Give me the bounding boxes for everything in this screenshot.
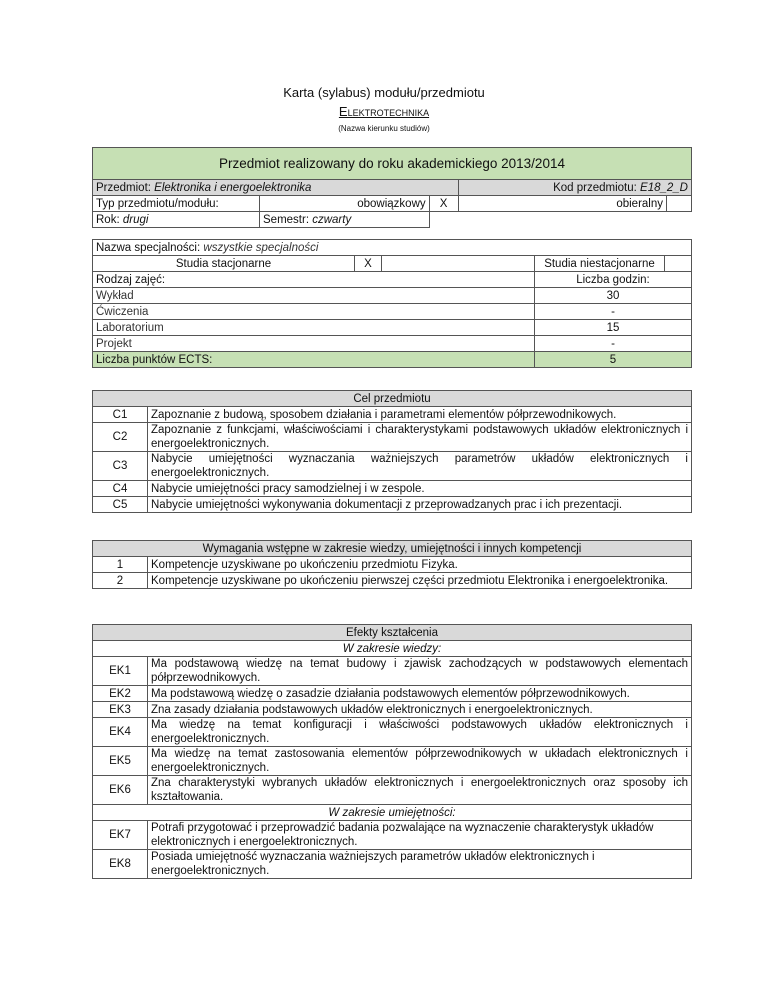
requirement-id: 1: [93, 557, 148, 573]
class-name: Projekt: [93, 336, 535, 352]
knowledge-title: W zakresie wiedzy:: [93, 641, 692, 657]
goal-text: Nabycie umiejętności pracy samodzielnej i w zespole.: [148, 481, 692, 497]
mandatory-mark: X: [429, 196, 458, 212]
outcome-text: Zna zasady działania podstawowych układów elektronicznych i energoelektronicznych.: [148, 702, 692, 718]
outcome-text: Ma wiedzę na temat zastosowania elementów półprzewodnikowych w układach elektronicznych i energoelektronicznych.: [148, 747, 692, 776]
outcome-id: EK4: [93, 718, 148, 747]
class-hours: -: [535, 304, 692, 320]
outcome-text: Ma wiedzę na temat konfiguracji i właściwości podstawowych układów elektronicznych i energoelektronicznych.: [148, 718, 692, 747]
class-hours: 15: [535, 320, 692, 336]
outcomes-table: [92, 624, 692, 879]
outcome-id: EK1: [93, 657, 148, 686]
goals-table: [92, 390, 692, 513]
mandatory-label: obowiązkowy: [260, 196, 430, 212]
goal-id: C4: [93, 481, 148, 497]
stationary-label: Studia stacjonarne: [93, 256, 355, 272]
type-label: Typ przedmiotu/modułu:: [93, 196, 260, 212]
outcomes-title: Efekty kształcenia: [93, 625, 692, 641]
code-row: Kod przedmiotu: E18_2_D: [458, 180, 691, 196]
goal-id: C1: [93, 407, 148, 423]
code-value: E18_2_D: [640, 181, 688, 194]
subject-value: Elektronika i energoelektronika: [154, 181, 312, 194]
elective-label: obieralny: [458, 196, 666, 212]
class-name: Wykład: [93, 288, 535, 304]
class-hours: -: [535, 336, 692, 352]
class-name: Ćwiczenia: [93, 304, 535, 320]
subject-row: Przedmiot: Elektronika i energoelektronika: [93, 180, 459, 196]
specialty-table: [92, 239, 692, 368]
outcome-text: Zna charakterystyki wybranych układów elektronicznych i energoelektronicznych oraz sposoby ich kształtowania.: [148, 776, 692, 805]
goal-id: C3: [93, 452, 148, 481]
requirement-id: 2: [93, 573, 148, 589]
goal-text: Nabycie umiejętności wyznaczania ważniejszych parametrów układów elektronicznych i energoelektronicznych.: [148, 452, 692, 481]
outcome-id: EK3: [93, 702, 148, 718]
requirements-title: Wymagania wstępne w zakresie wiedzy, umiejętności i innych kompetencji: [93, 541, 692, 557]
non-stationary-mark: [665, 256, 692, 272]
info-table: [92, 147, 692, 228]
field-note: (Nazwa kierunku studiów): [338, 124, 430, 133]
document-title: Karta (sylabus) modułu/przedmiotu: [283, 85, 485, 100]
academic-year: Przedmiot realizowany do roku akademickiego 2013/2014: [93, 148, 692, 180]
skills-title: W zakresie umiejętności:: [93, 805, 692, 821]
outcome-id: EK7: [93, 821, 148, 850]
requirement-text: Kompetencje uzyskiwane po ukończeniu pierwszej części przedmiotu Elektronika i energoelektronika.: [148, 573, 692, 589]
goal-id: C5: [93, 497, 148, 513]
specialty-row: Nazwa specjalności: wszystkie specjalności: [93, 240, 692, 256]
ects-value: 5: [535, 352, 692, 368]
outcome-id: EK8: [93, 850, 148, 879]
outcome-text: Ma podstawową wiedzę na temat budowy i zjawisk zachodzących w podstawowych elementach półprzewodnikowych.: [148, 657, 692, 686]
goal-text: Nabycie umiejętności wykonywania dokumentacji z przeprowadzanych prac i ich prezentacji.: [148, 497, 692, 513]
classes-label: Rodzaj zajęć:: [93, 272, 535, 288]
stationary-mark: X: [355, 256, 382, 272]
class-name: Laboratorium: [93, 320, 535, 336]
elective-mark: [667, 196, 692, 212]
goal-id: C2: [93, 423, 148, 452]
outcome-id: EK6: [93, 776, 148, 805]
goal-text: Zapoznanie z funkcjami, właściwościami i charakterystykami podstawowych układów elektronicznych i energoelektronicznych.: [148, 423, 692, 452]
outcome-text: Potrafi przygotować i przeprowadzić badania pozwalające na wyznaczenie charakterystyk układów elektronicznych i energoelektronicznych.: [148, 821, 692, 850]
outcome-text: Ma podstawową wiedzę o zasadzie działania podstawowych elementów półprzewodnikowych.: [148, 686, 692, 702]
field-of-study: Elektrotechnika: [338, 104, 430, 119]
outcome-id: EK2: [93, 686, 148, 702]
class-hours: 30: [535, 288, 692, 304]
semester-row: Semestr: czwarty: [260, 212, 430, 228]
non-stationary-label: Studia niestacjonarne: [535, 256, 665, 272]
goals-title: Cel przedmiotu: [93, 391, 692, 407]
goal-text: Zapoznanie z budową, sposobem działania i parametrami elementów półprzewodnikowych.: [148, 407, 692, 423]
hours-label: Liczba godzin:: [535, 272, 692, 288]
year-row: Rok: drugi: [93, 212, 260, 228]
outcome-text: Posiada umiejętność wyznaczania ważniejszych parametrów układów elektronicznych i energoelektronicznych.: [148, 850, 692, 879]
requirements-table: [92, 540, 692, 589]
outcome-id: EK5: [93, 747, 148, 776]
requirement-text: Kompetencje uzyskiwane po ukończeniu przedmiotu Fizyka.: [148, 557, 692, 573]
ects-label: Liczba punktów ECTS:: [93, 352, 535, 368]
